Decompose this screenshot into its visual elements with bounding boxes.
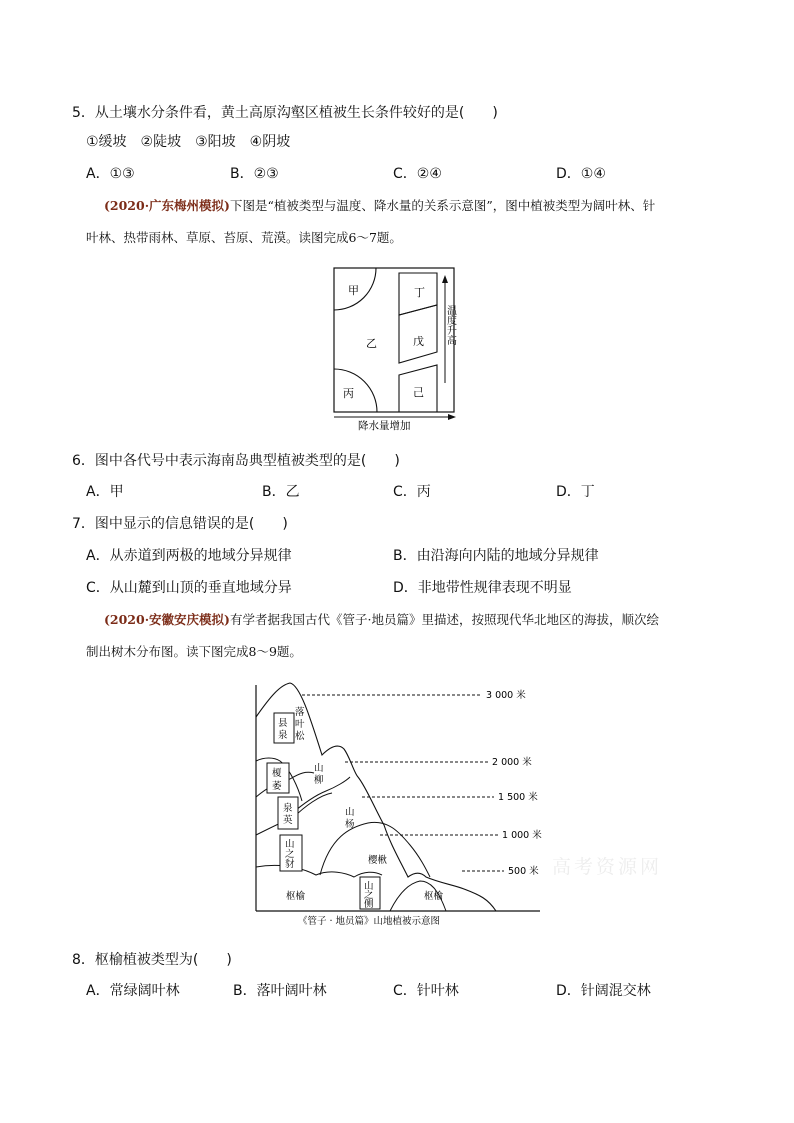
zone-fuwei-2: 萎 [272, 781, 282, 792]
zone-luoyesong-2: 叶 [295, 719, 305, 730]
q6-option-d: D．丁 [556, 484, 595, 500]
zone-shanzhichai-2: 之 [285, 849, 295, 860]
q6-stem: 6．图中各代号中表示海南岛典型植被类型的是( ) [72, 453, 400, 469]
passage1-source: (2020·广东梅州模拟) [104, 198, 230, 213]
zone-fuwei-1: 榎 [272, 768, 282, 779]
q5-option-d: D．①④ [556, 166, 606, 182]
q5-option-c: C．②④ [393, 166, 442, 182]
passage2-text1: 有学者据我国古代《管子·地员篇》里描述，按照现代华北地区的海拔，顺次绘 [229, 612, 659, 627]
q7-option-d: D．非地带性规律表现不明显 [393, 580, 572, 596]
zone-shanliu-1: 山 [314, 763, 324, 774]
q8-option-c: C．针叶林 [393, 983, 459, 999]
vegetation-climate-figure [326, 265, 466, 435]
q8-stem: 8．枢榆植被类型为( ) [72, 952, 232, 968]
zone-shuyu-left: 枢榆 [286, 891, 306, 902]
zone-xianquan-2: 泉 [278, 730, 288, 741]
zone-shanzhice-2: 之 [364, 890, 374, 901]
label-ji: 己 [413, 386, 424, 399]
q7-option-c: C．从山麓到山顶的垂直地域分异 [86, 580, 292, 596]
q7-option-a: A．从赤道到两极的地域分异规律 [86, 548, 292, 564]
q7-stem: 7．图中显示的信息错误的是( ) [72, 516, 288, 532]
label-wu: 戊 [413, 335, 424, 348]
q5-option-a: A．①③ [86, 166, 135, 182]
zone-shanzhichai-1: 山 [285, 839, 295, 850]
elevation-1000: 1 000 米 [502, 830, 542, 841]
zone-yingqiu: 樱楸 [368, 855, 388, 866]
passage1-text1: 下图是“植被类型与温度、降水量的关系示意图”，图中植被类型为阔叶林、针 [229, 198, 656, 213]
zone-shanzhice-3: 侧 [364, 899, 374, 910]
passage2-source: (2020·安徽安庆模拟) [104, 612, 230, 627]
label-bing: 丙 [343, 387, 354, 400]
zone-shanzhice-1: 山 [364, 881, 374, 892]
elevation-2000: 2 000 米 [492, 757, 532, 768]
label-jia: 甲 [348, 284, 359, 297]
q6-option-b: B．乙 [262, 484, 300, 500]
q6-option-c: C．丙 [393, 484, 431, 500]
label-yi: 乙 [366, 337, 377, 350]
zone-quanying-1: 泉 [283, 803, 293, 814]
zone-xianquan-1: 县 [278, 718, 288, 729]
zone-shuyu-right: 枢榆 [424, 891, 444, 902]
elevation-1500: 1 500 米 [498, 792, 538, 803]
temperature-arrow-label: 温度升高 [444, 305, 456, 345]
zone-quanying-2: 英 [283, 815, 293, 826]
passage1-line1 [104, 196, 655, 216]
q5-option-b: B．②③ [230, 166, 279, 182]
q8-option-a: A．常绿阔叶林 [86, 983, 180, 999]
figure2-caption: 《管子 · 地员篇》山地植被示意图 [298, 916, 441, 927]
precipitation-arrow-label: 降水量增加 [358, 420, 411, 432]
zone-shanzhichai-3: 豺 [285, 859, 295, 870]
watermark: 高考资源网 [552, 856, 663, 878]
q6-option-a: A．甲 [86, 484, 124, 500]
passage2-text2: 制出树木分布图。读下图完成8～9题。 [86, 644, 302, 659]
zone-luoyesong-1: 落 [295, 707, 305, 718]
passage2-line1 [104, 610, 659, 630]
mountain-vegetation-figure [250, 677, 550, 927]
passage1-text2: 叶林、热带雨林、草原、苔原、荒漠。读图完成6～7题。 [86, 230, 402, 245]
q8-option-d: D．针阔混交林 [556, 983, 651, 999]
label-ding: 丁 [414, 286, 425, 299]
q5-items: ①缓坡 ②陡坡 ③阳坡 ④阴坡 [86, 134, 291, 150]
zone-shanliu-2: 柳 [314, 775, 324, 786]
q8-option-b: B．落叶阔叶林 [233, 983, 327, 999]
zone-shanyang-2: 杨 [345, 819, 355, 830]
q7-option-b: B．由沿海向内陆的地域分异规律 [393, 548, 599, 564]
zone-luoyesong-3: 松 [295, 731, 305, 742]
elevation-500: 500 米 [508, 866, 539, 877]
zone-shanyang-1: 山 [345, 807, 355, 818]
elevation-3000: 3 000 米 [486, 690, 526, 701]
q5-stem: 5．从土壤水分条件看，黄土高原沟壑区植被生长条件较好的是( ) [72, 105, 498, 121]
